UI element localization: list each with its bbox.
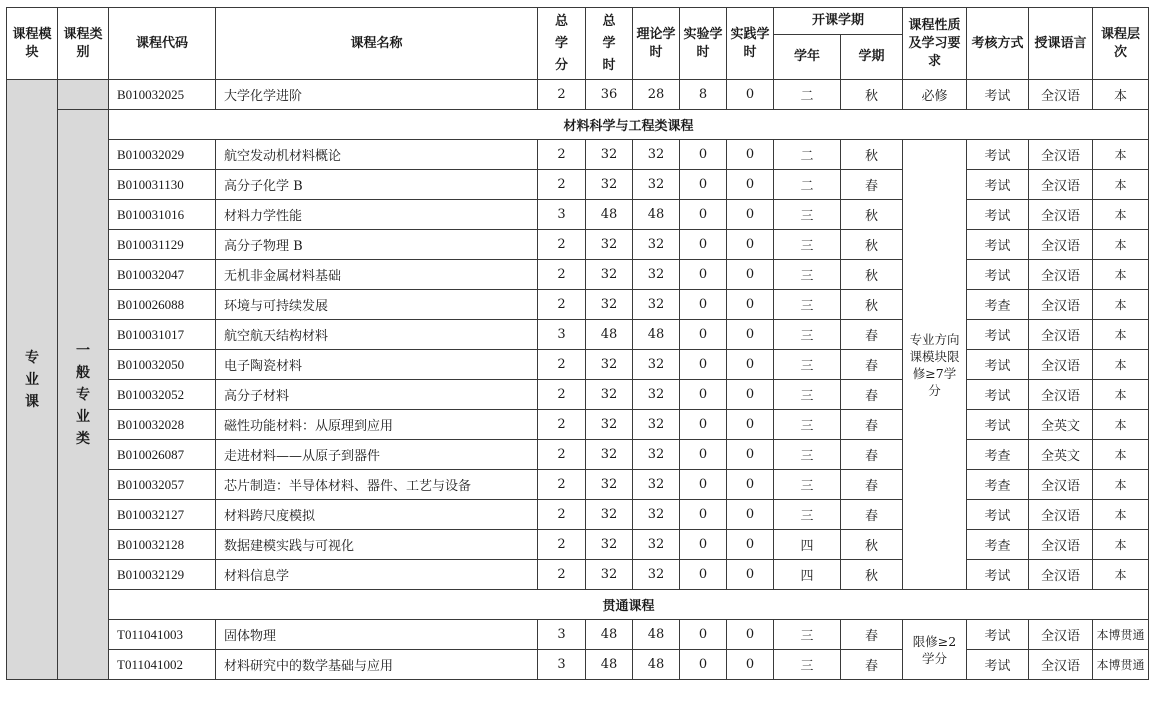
course-assessment: 考试	[967, 230, 1029, 260]
course-name: 高分子材料	[216, 380, 538, 410]
course-code: B010026087	[109, 440, 216, 470]
course-year: 二	[774, 140, 841, 170]
course-hours: 48	[586, 320, 633, 350]
course-assessment: 考试	[967, 620, 1029, 650]
course-semester: 春	[841, 470, 903, 500]
course-code: B010032129	[109, 560, 216, 590]
section-row-through	[7, 590, 1149, 620]
course-semester: 春	[841, 620, 903, 650]
course-theory-hours: 32	[633, 380, 680, 410]
table-row	[7, 470, 1149, 500]
course-practice-hours: 0	[727, 440, 774, 470]
header-theory-hours: 理论学时	[633, 8, 680, 80]
course-lab-hours: 0	[680, 380, 727, 410]
section-row-materials	[7, 110, 1149, 140]
course-code: B010031130	[109, 170, 216, 200]
table-row	[7, 560, 1149, 590]
course-semester: 春	[841, 440, 903, 470]
course-level: 本	[1093, 350, 1149, 380]
table-row	[7, 620, 1149, 650]
course-name: 高分子化学 B	[216, 170, 538, 200]
course-level: 本	[1093, 470, 1149, 500]
header-name: 课程名称	[216, 8, 538, 80]
module-cell	[7, 80, 58, 680]
course-credits: 2	[538, 470, 586, 500]
course-language: 全汉语	[1029, 170, 1093, 200]
course-credits: 2	[538, 260, 586, 290]
course-name: 材料研究中的数学基础与应用	[216, 650, 538, 680]
course-level: 本	[1093, 290, 1149, 320]
course-requirement-note: 专业方向课模块限修≥7学分	[903, 140, 967, 590]
header-nature: 课程性质及学习要求	[903, 8, 967, 80]
header-assessment: 考核方式	[967, 8, 1029, 80]
course-nature: 必修	[903, 80, 967, 110]
course-level: 本	[1093, 560, 1149, 590]
course-language: 全汉语	[1029, 470, 1093, 500]
course-name: 磁性功能材料：从原理到应用	[216, 410, 538, 440]
course-lab-hours: 0	[680, 350, 727, 380]
course-semester: 秋	[841, 260, 903, 290]
table-row	[7, 350, 1149, 380]
course-assessment: 考试	[967, 80, 1029, 110]
course-language: 全汉语	[1029, 530, 1093, 560]
header-level: 课程层次	[1093, 8, 1149, 80]
course-theory-hours: 48	[633, 200, 680, 230]
course-name: 高分子物理 B	[216, 230, 538, 260]
course-year: 三	[774, 380, 841, 410]
table-row	[7, 410, 1149, 440]
course-assessment: 考试	[967, 260, 1029, 290]
course-language: 全汉语	[1029, 230, 1093, 260]
course-lab-hours: 8	[680, 80, 727, 110]
course-lab-hours: 0	[680, 230, 727, 260]
course-theory-hours: 32	[633, 530, 680, 560]
course-level: 本	[1093, 380, 1149, 410]
course-code: B010031016	[109, 200, 216, 230]
course-code: B010032050	[109, 350, 216, 380]
header-category: 课程类别	[58, 8, 109, 80]
course-semester: 春	[841, 410, 903, 440]
course-code: B010032025	[109, 80, 216, 110]
table-row	[7, 440, 1149, 470]
course-language: 全汉语	[1029, 650, 1093, 680]
course-year: 三	[774, 470, 841, 500]
header-practice-hours: 实践学时	[727, 8, 774, 80]
course-code: B010032028	[109, 410, 216, 440]
course-year: 四	[774, 560, 841, 590]
header-language: 授课语言	[1029, 8, 1093, 80]
course-code: B010032029	[109, 140, 216, 170]
category-cell	[58, 110, 109, 680]
course-lab-hours: 0	[680, 320, 727, 350]
course-practice-hours: 0	[727, 290, 774, 320]
course-practice-hours: 0	[727, 410, 774, 440]
course-credits: 2	[538, 80, 586, 110]
course-code: B010031129	[109, 230, 216, 260]
course-semester: 秋	[841, 200, 903, 230]
course-hours: 48	[586, 620, 633, 650]
course-theory-hours: 32	[633, 170, 680, 200]
course-year: 四	[774, 530, 841, 560]
course-semester: 春	[841, 380, 903, 410]
header-semester: 学期	[841, 35, 903, 80]
course-language: 全汉语	[1029, 620, 1093, 650]
course-credits: 3	[538, 650, 586, 680]
course-level: 本	[1093, 80, 1149, 110]
course-name: 材料跨尺度模拟	[216, 500, 538, 530]
course-hours: 36	[586, 80, 633, 110]
course-credits: 3	[538, 320, 586, 350]
course-assessment: 考查	[967, 440, 1029, 470]
course-language: 全汉语	[1029, 290, 1093, 320]
course-lab-hours: 0	[680, 470, 727, 500]
course-lab-hours: 0	[680, 560, 727, 590]
header-credits-text: 总学分	[554, 13, 568, 73]
course-assessment: 考查	[967, 530, 1029, 560]
course-assessment: 考查	[967, 470, 1029, 500]
course-theory-hours: 32	[633, 290, 680, 320]
header-credits	[538, 8, 586, 80]
course-hours: 32	[586, 500, 633, 530]
course-lab-hours: 0	[680, 650, 727, 680]
course-hours: 32	[586, 230, 633, 260]
course-semester: 秋	[841, 530, 903, 560]
table-header	[7, 8, 1149, 80]
table-row	[7, 80, 1149, 110]
course-hours: 32	[586, 530, 633, 560]
course-level: 本	[1093, 230, 1149, 260]
course-semester: 春	[841, 500, 903, 530]
course-semester: 秋	[841, 560, 903, 590]
course-practice-hours: 0	[727, 170, 774, 200]
course-level: 本博贯通	[1093, 620, 1149, 650]
course-year: 三	[774, 650, 841, 680]
course-credits: 3	[538, 200, 586, 230]
course-practice-hours: 0	[727, 620, 774, 650]
course-level: 本	[1093, 500, 1149, 530]
course-credits: 2	[538, 530, 586, 560]
course-language: 全汉语	[1029, 380, 1093, 410]
header-module: 课程模块	[7, 8, 58, 80]
course-assessment: 考试	[967, 650, 1029, 680]
course-lab-hours: 0	[680, 170, 727, 200]
course-hours: 32	[586, 410, 633, 440]
module-label: 专业课	[25, 349, 39, 410]
course-year: 二	[774, 170, 841, 200]
course-practice-hours: 0	[727, 500, 774, 530]
course-level: 本	[1093, 140, 1149, 170]
course-credits: 2	[538, 560, 586, 590]
course-practice-hours: 0	[727, 470, 774, 500]
course-lab-hours: 0	[680, 440, 727, 470]
course-theory-hours: 32	[633, 440, 680, 470]
course-lab-hours: 0	[680, 500, 727, 530]
course-assessment: 考试	[967, 140, 1029, 170]
course-theory-hours: 48	[633, 650, 680, 680]
course-credits: 2	[538, 290, 586, 320]
header-lab-hours: 实验学时	[680, 8, 727, 80]
course-code: B010032047	[109, 260, 216, 290]
course-name: 电子陶瓷材料	[216, 350, 538, 380]
course-plan-table	[6, 7, 1149, 680]
course-year: 三	[774, 410, 841, 440]
category-label: 一般专业类	[76, 342, 90, 447]
course-year: 三	[774, 350, 841, 380]
category-cell-blank	[58, 80, 109, 110]
table-row	[7, 320, 1149, 350]
course-code: T011041002	[109, 650, 216, 680]
course-language: 全汉语	[1029, 500, 1093, 530]
course-name: 芯片制造：半导体材料、器件、工艺与设备	[216, 470, 538, 500]
course-hours: 48	[586, 650, 633, 680]
course-year: 三	[774, 500, 841, 530]
course-name: 航空航天结构材料	[216, 320, 538, 350]
course-theory-hours: 32	[633, 560, 680, 590]
course-credits: 2	[538, 230, 586, 260]
course-year: 三	[774, 620, 841, 650]
table-row	[7, 380, 1149, 410]
course-level: 本	[1093, 170, 1149, 200]
course-level: 本	[1093, 410, 1149, 440]
course-practice-hours: 0	[727, 650, 774, 680]
course-language: 全英文	[1029, 440, 1093, 470]
course-assessment: 考试	[967, 200, 1029, 230]
course-theory-hours: 32	[633, 350, 680, 380]
course-assessment: 考试	[967, 320, 1029, 350]
course-language: 全英文	[1029, 410, 1093, 440]
course-hours: 32	[586, 170, 633, 200]
course-hours: 32	[586, 290, 633, 320]
course-name: 环境与可持续发展	[216, 290, 538, 320]
table-row	[7, 500, 1149, 530]
course-name: 走进材料——从原子到器件	[216, 440, 538, 470]
course-practice-hours: 0	[727, 350, 774, 380]
course-semester: 春	[841, 350, 903, 380]
course-level: 本	[1093, 260, 1149, 290]
course-theory-hours: 32	[633, 230, 680, 260]
header-year: 学年	[774, 35, 841, 80]
course-code: B010032127	[109, 500, 216, 530]
header-term-group: 开课学期	[774, 8, 903, 35]
course-credits: 2	[538, 380, 586, 410]
course-theory-hours: 32	[633, 410, 680, 440]
course-semester: 春	[841, 650, 903, 680]
course-semester: 秋	[841, 230, 903, 260]
course-semester: 秋	[841, 140, 903, 170]
course-lab-hours: 0	[680, 530, 727, 560]
course-level: 本	[1093, 320, 1149, 350]
course-credits: 2	[538, 410, 586, 440]
header-hours	[586, 8, 633, 80]
course-level: 本博贯通	[1093, 650, 1149, 680]
course-theory-hours: 48	[633, 620, 680, 650]
course-hours: 32	[586, 140, 633, 170]
course-theory-hours: 48	[633, 320, 680, 350]
course-assessment: 考试	[967, 350, 1029, 380]
course-language: 全汉语	[1029, 560, 1093, 590]
course-lab-hours: 0	[680, 290, 727, 320]
course-theory-hours: 32	[633, 260, 680, 290]
course-year: 三	[774, 260, 841, 290]
course-theory-hours: 28	[633, 80, 680, 110]
course-practice-hours: 0	[727, 560, 774, 590]
course-language: 全汉语	[1029, 350, 1093, 380]
course-language: 全汉语	[1029, 200, 1093, 230]
course-code: B010031017	[109, 320, 216, 350]
course-practice-hours: 0	[727, 260, 774, 290]
course-year: 三	[774, 290, 841, 320]
course-lab-hours: 0	[680, 140, 727, 170]
course-hours: 48	[586, 200, 633, 230]
course-requirement-note: 限修≥2学分	[903, 620, 967, 680]
course-name: 航空发动机材料概论	[216, 140, 538, 170]
course-year: 三	[774, 320, 841, 350]
course-year: 二	[774, 80, 841, 110]
table-row	[7, 260, 1149, 290]
table-row	[7, 140, 1149, 170]
course-theory-hours: 32	[633, 140, 680, 170]
table-row	[7, 170, 1149, 200]
header-hours-text: 总学时	[602, 13, 616, 73]
course-credits: 2	[538, 170, 586, 200]
course-assessment: 考试	[967, 170, 1029, 200]
course-level: 本	[1093, 440, 1149, 470]
course-assessment: 考试	[967, 500, 1029, 530]
course-semester: 春	[841, 170, 903, 200]
course-semester: 春	[841, 320, 903, 350]
course-name: 无机非金属材料基础	[216, 260, 538, 290]
course-name: 材料力学性能	[216, 200, 538, 230]
course-language: 全汉语	[1029, 140, 1093, 170]
course-credits: 2	[538, 350, 586, 380]
course-name: 大学化学进阶	[216, 80, 538, 110]
course-credits: 2	[538, 500, 586, 530]
course-language: 全汉语	[1029, 80, 1093, 110]
course-language: 全汉语	[1029, 260, 1093, 290]
table-body	[7, 80, 1149, 680]
course-code: B010032052	[109, 380, 216, 410]
course-assessment: 考查	[967, 290, 1029, 320]
course-credits: 3	[538, 620, 586, 650]
course-practice-hours: 0	[727, 230, 774, 260]
section-title-materials: 材料科学与工程类课程	[109, 110, 1149, 140]
course-hours: 32	[586, 380, 633, 410]
course-code: B010032128	[109, 530, 216, 560]
table-row	[7, 200, 1149, 230]
course-name: 固体物理	[216, 620, 538, 650]
course-lab-hours: 0	[680, 620, 727, 650]
course-code: T011041003	[109, 620, 216, 650]
course-hours: 32	[586, 560, 633, 590]
course-theory-hours: 32	[633, 470, 680, 500]
course-practice-hours: 0	[727, 320, 774, 350]
table-row	[7, 290, 1149, 320]
course-hours: 32	[586, 350, 633, 380]
course-level: 本	[1093, 200, 1149, 230]
course-practice-hours: 0	[727, 140, 774, 170]
course-practice-hours: 0	[727, 530, 774, 560]
course-lab-hours: 0	[680, 260, 727, 290]
course-level: 本	[1093, 530, 1149, 560]
course-code: B010032057	[109, 470, 216, 500]
course-practice-hours: 0	[727, 380, 774, 410]
course-hours: 32	[586, 470, 633, 500]
course-year: 三	[774, 200, 841, 230]
table-row	[7, 530, 1149, 560]
course-name: 数据建模实践与可视化	[216, 530, 538, 560]
course-practice-hours: 0	[727, 80, 774, 110]
course-semester: 秋	[841, 290, 903, 320]
table-row	[7, 230, 1149, 260]
course-credits: 2	[538, 440, 586, 470]
course-language: 全汉语	[1029, 320, 1093, 350]
course-hours: 32	[586, 440, 633, 470]
course-name: 材料信息学	[216, 560, 538, 590]
course-semester: 秋	[841, 80, 903, 110]
course-year: 三	[774, 230, 841, 260]
course-credits: 2	[538, 140, 586, 170]
course-code: B010026088	[109, 290, 216, 320]
section-title-through: 贯通课程	[109, 590, 1149, 620]
course-year: 三	[774, 440, 841, 470]
course-practice-hours: 0	[727, 200, 774, 230]
course-lab-hours: 0	[680, 410, 727, 440]
course-assessment: 考试	[967, 410, 1029, 440]
course-hours: 32	[586, 260, 633, 290]
course-assessment: 考试	[967, 380, 1029, 410]
table-row	[7, 650, 1149, 680]
course-lab-hours: 0	[680, 200, 727, 230]
course-theory-hours: 32	[633, 500, 680, 530]
course-assessment: 考试	[967, 560, 1029, 590]
header-code: 课程代码	[109, 8, 216, 80]
